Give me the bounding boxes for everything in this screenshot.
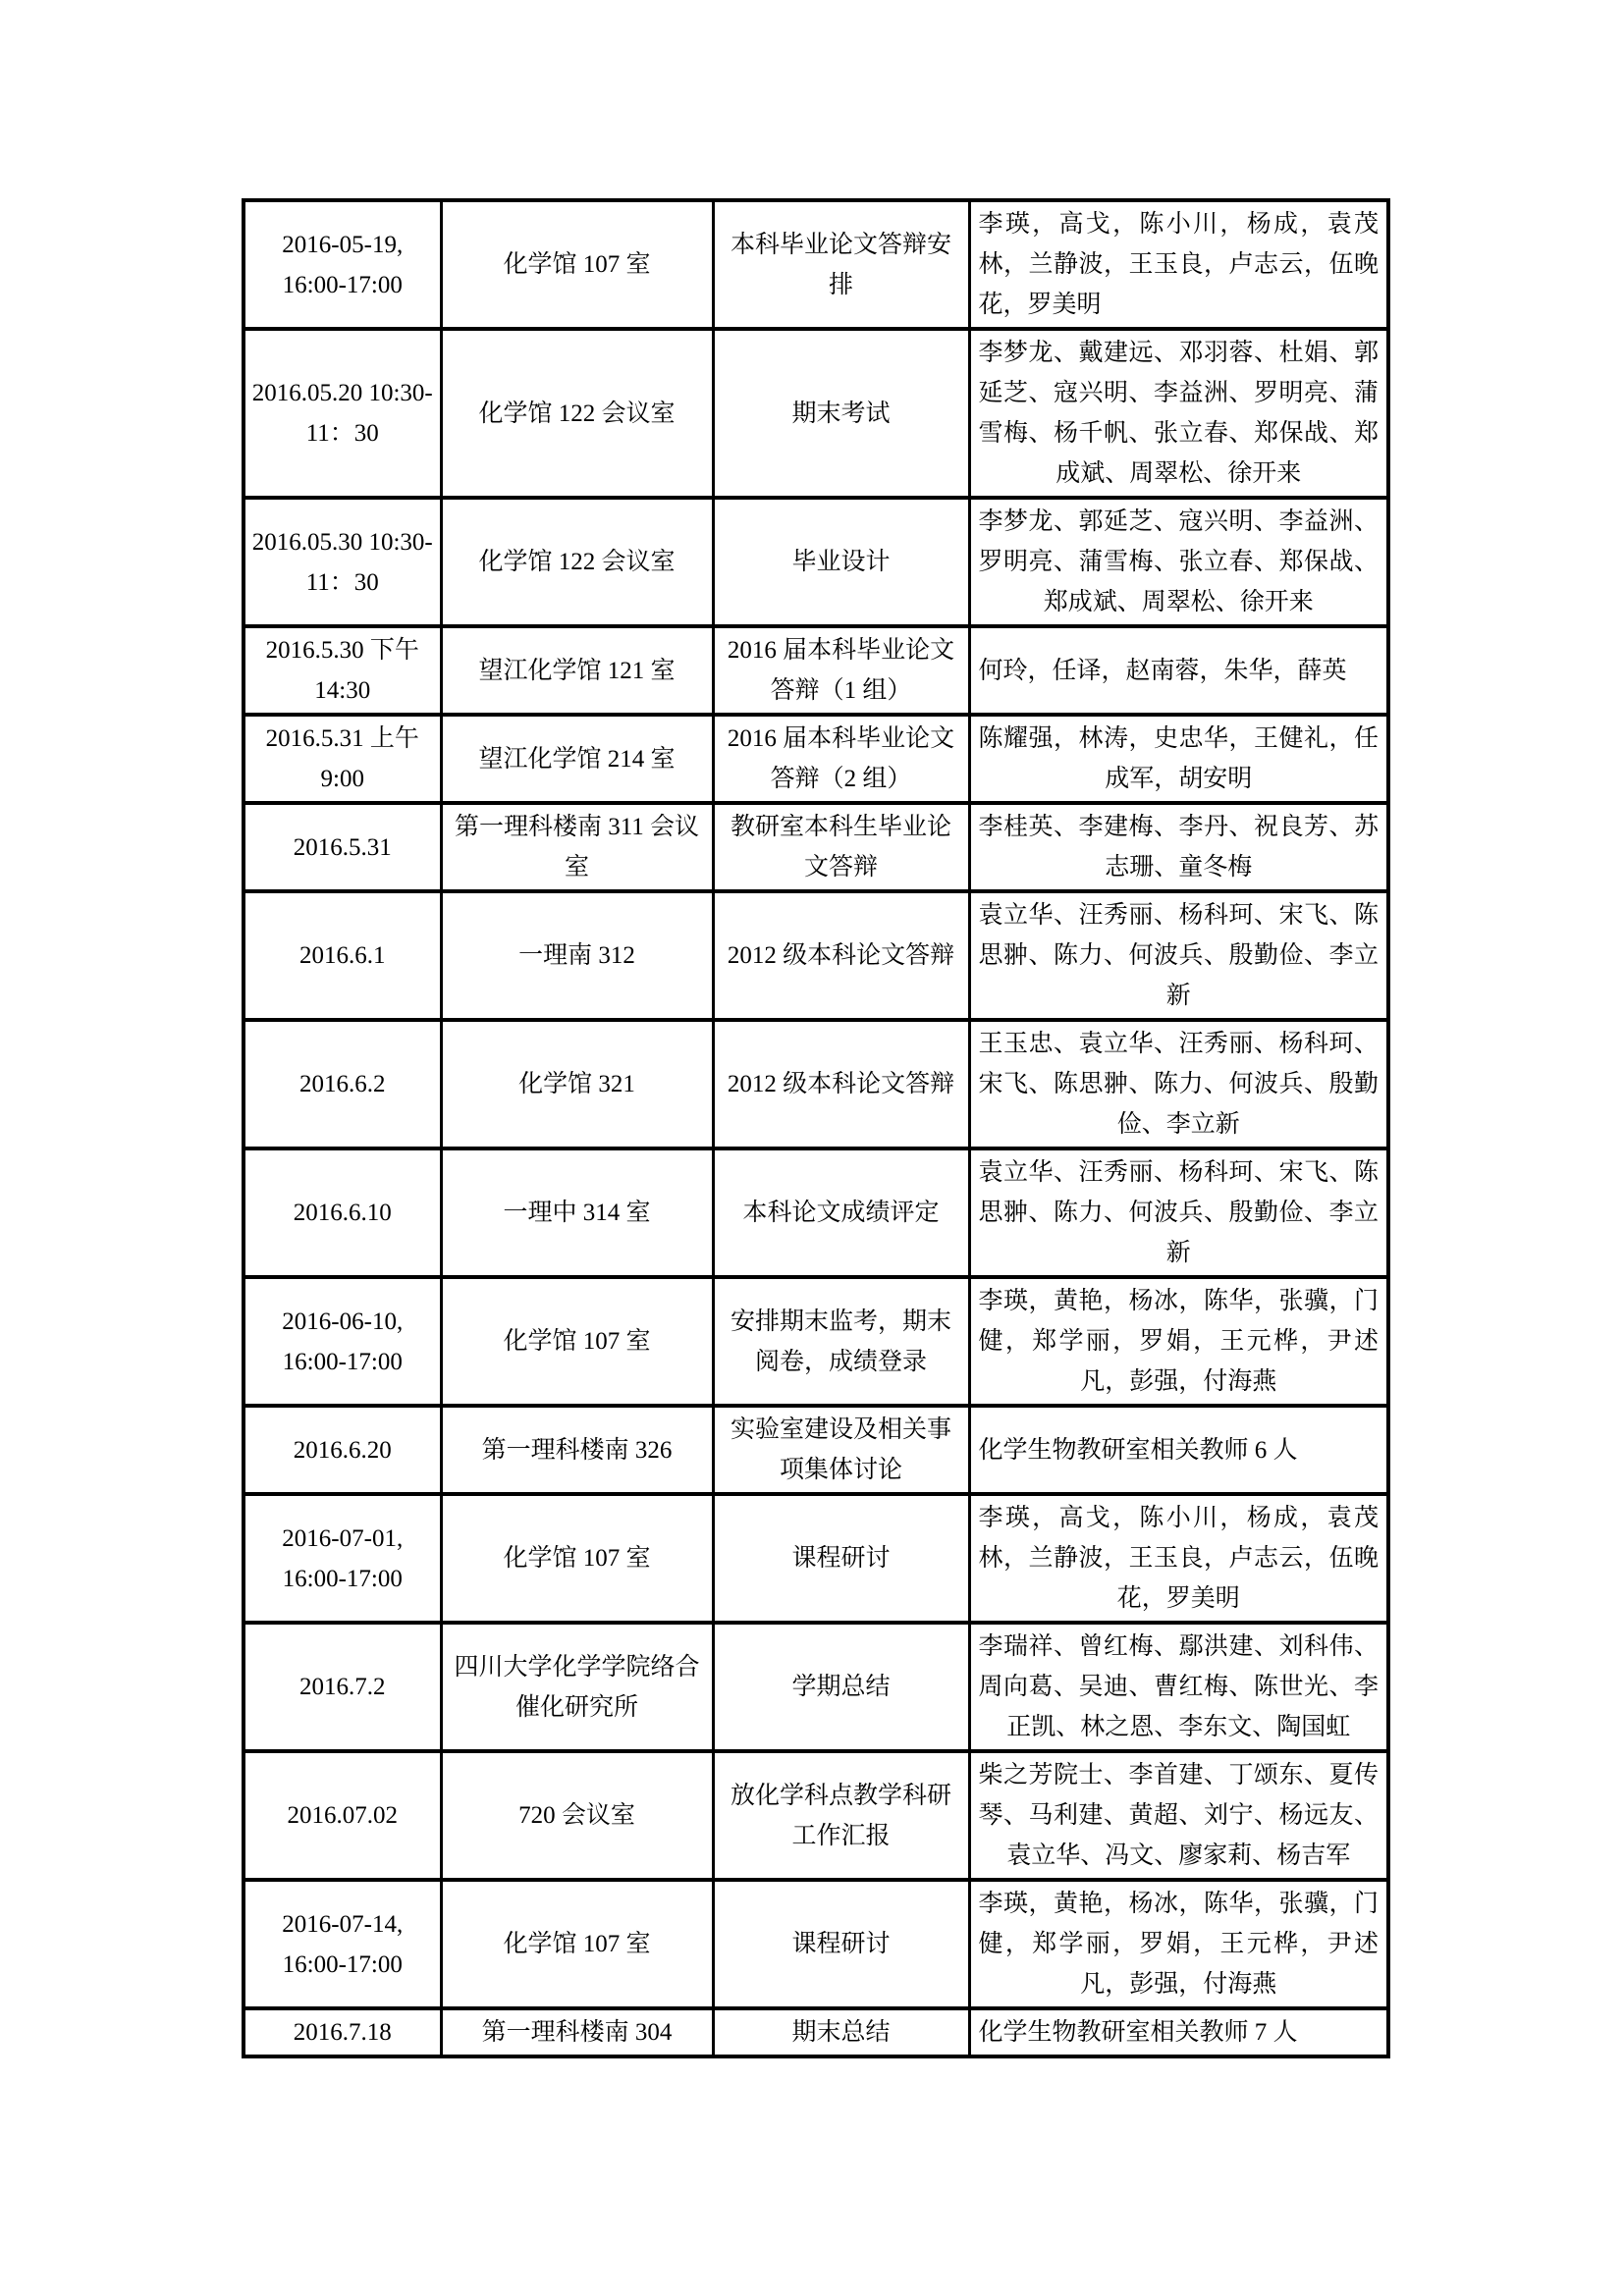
location-cell: 化学馆 107 室 xyxy=(441,1494,713,1623)
topic-cell: 课程研讨 xyxy=(713,1880,969,2008)
topic-cell: 学期总结 xyxy=(713,1623,969,1751)
date-cell: 2016.6.1 xyxy=(244,891,441,1020)
location-cell: 化学馆 107 室 xyxy=(441,1277,713,1406)
date-cell: 2016-05-19, 16:00-17:00 xyxy=(244,200,441,329)
date-cell: 2016.05.20 10:30-11：30 xyxy=(244,329,441,498)
date-cell: 2016.7.18 xyxy=(244,2008,441,2056)
location-cell: 第一理科楼南 311 会议室 xyxy=(441,803,713,891)
topic-cell: 期末考试 xyxy=(713,329,969,498)
attendees-cell: 李瑛，黄艳，杨冰，陈华，张骥，门健，郑学丽，罗娟，王元桦，尹述凡，彭强，付海燕 xyxy=(969,1880,1388,2008)
date-cell: 2016.6.2 xyxy=(244,1020,441,1148)
topic-cell: 2016 届本科毕业论文答辩（2 组） xyxy=(713,715,969,803)
attendees-cell: 化学生物教研室相关教师 6 人 xyxy=(969,1406,1388,1494)
location-cell: 720 会议室 xyxy=(441,1751,713,1880)
table-row xyxy=(244,1623,1388,1751)
table-row xyxy=(244,1751,1388,1880)
location-cell: 四川大学化学学院络合催化研究所 xyxy=(441,1623,713,1751)
attendees-cell: 李瑞祥、曾红梅、鄢洪建、刘科伟、周向葛、吴迪、曹红梅、陈世光、李正凯、林之恩、李东文、陶国虹 xyxy=(969,1623,1388,1751)
table-row xyxy=(244,200,1388,329)
attendees-cell: 王玉忠、袁立华、汪秀丽、杨科珂、宋飞、陈思翀、陈力、何波兵、殷勤俭、李立新 xyxy=(969,1020,1388,1148)
schedule-table xyxy=(242,198,1390,2058)
date-cell: 2016.07.02 xyxy=(244,1751,441,1880)
location-cell: 化学馆 107 室 xyxy=(441,1880,713,2008)
topic-cell: 本科毕业论文答辩安排 xyxy=(713,200,969,329)
table-row xyxy=(244,1406,1388,1494)
table-row xyxy=(244,626,1388,715)
attendees-cell: 化学生物教研室相关教师 7 人 xyxy=(969,2008,1388,2056)
table-row xyxy=(244,1277,1388,1406)
table-row xyxy=(244,2008,1388,2056)
topic-cell: 2016 届本科毕业论文答辩（1 组） xyxy=(713,626,969,715)
table-row xyxy=(244,715,1388,803)
date-cell: 2016.5.30 下午 14:30 xyxy=(244,626,441,715)
table-row xyxy=(244,329,1388,498)
location-cell: 化学馆 122 会议室 xyxy=(441,498,713,626)
location-cell: 望江化学馆 121 室 xyxy=(441,626,713,715)
attendees-cell: 李瑛，黄艳，杨冰，陈华，张骥，门健，郑学丽，罗娟，王元桦，尹述凡，彭强，付海燕 xyxy=(969,1277,1388,1406)
location-cell: 第一理科楼南 304 xyxy=(441,2008,713,2056)
date-cell: 2016-07-14, 16:00-17:00 xyxy=(244,1880,441,2008)
attendees-cell: 李瑛，高戈，陈小川，杨成，袁茂林，兰静波，王玉良，卢志云，伍晚花，罗美明 xyxy=(969,1494,1388,1623)
date-cell: 2016.7.2 xyxy=(244,1623,441,1751)
table-row xyxy=(244,891,1388,1020)
date-cell: 2016-06-10, 16:00-17:00 xyxy=(244,1277,441,1406)
table-row xyxy=(244,1880,1388,2008)
table-row xyxy=(244,1148,1388,1277)
date-cell: 2016.6.10 xyxy=(244,1148,441,1277)
location-cell: 化学馆 122 会议室 xyxy=(441,329,713,498)
attendees-cell: 李梦龙、郭延芝、寇兴明、李益洲、罗明亮、蒲雪梅、张立春、郑保战、郑成斌、周翠松、徐开来 xyxy=(969,498,1388,626)
date-cell: 2016.5.31 xyxy=(244,803,441,891)
location-cell: 望江化学馆 214 室 xyxy=(441,715,713,803)
attendees-cell: 袁立华、汪秀丽、杨科珂、宋飞、陈思翀、陈力、何波兵、殷勤俭、李立新 xyxy=(969,891,1388,1020)
date-cell: 2016-07-01, 16:00-17:00 xyxy=(244,1494,441,1623)
topic-cell: 2012 级本科论文答辩 xyxy=(713,891,969,1020)
location-cell: 第一理科楼南 326 xyxy=(441,1406,713,1494)
table-row xyxy=(244,1494,1388,1623)
attendees-cell: 柴之芳院士、李首建、丁颂东、夏传琴、马利建、黄超、刘宁、杨远友、袁立华、冯文、廖家莉、杨吉军 xyxy=(969,1751,1388,1880)
date-cell: 2016.05.30 10:30-11：30 xyxy=(244,498,441,626)
attendees-cell: 何玲，任译，赵南蓉，朱华，薛英 xyxy=(969,626,1388,715)
topic-cell: 期末总结 xyxy=(713,2008,969,2056)
attendees-cell: 李瑛，高戈，陈小川，杨成，袁茂林，兰静波，王玉良，卢志云，伍晚花，罗美明 xyxy=(969,200,1388,329)
topic-cell: 实验室建设及相关事项集体讨论 xyxy=(713,1406,969,1494)
topic-cell: 2012 级本科论文答辩 xyxy=(713,1020,969,1148)
location-cell: 一理南 312 xyxy=(441,891,713,1020)
table-row xyxy=(244,498,1388,626)
attendees-cell: 陈耀强，林涛，史忠华，王健礼，任成军，胡安明 xyxy=(969,715,1388,803)
attendees-cell: 李梦龙、戴建远、邓羽蓉、杜娟、郭延芝、寇兴明、李益洲、罗明亮、蒲雪梅、杨千帆、张立春、郑保战、郑成斌、周翠松、徐开来 xyxy=(969,329,1388,498)
topic-cell: 放化学科点教学科研工作汇报 xyxy=(713,1751,969,1880)
topic-cell: 教研室本科生毕业论文答辩 xyxy=(713,803,969,891)
location-cell: 化学馆 321 xyxy=(441,1020,713,1148)
location-cell: 一理中 314 室 xyxy=(441,1148,713,1277)
attendees-cell: 袁立华、汪秀丽、杨科珂、宋飞、陈思翀、陈力、何波兵、殷勤俭、李立新 xyxy=(969,1148,1388,1277)
topic-cell: 安排期末监考，期末阅卷，成绩登录 xyxy=(713,1277,969,1406)
table-row xyxy=(244,1020,1388,1148)
topic-cell: 毕业设计 xyxy=(713,498,969,626)
date-cell: 2016.5.31 上午 9:00 xyxy=(244,715,441,803)
attendees-cell: 李桂英、李建梅、李丹、祝良芳、苏志珊、童冬梅 xyxy=(969,803,1388,891)
topic-cell: 本科论文成绩评定 xyxy=(713,1148,969,1277)
topic-cell: 课程研讨 xyxy=(713,1494,969,1623)
date-cell: 2016.6.20 xyxy=(244,1406,441,1494)
location-cell: 化学馆 107 室 xyxy=(441,200,713,329)
table-row xyxy=(244,803,1388,891)
